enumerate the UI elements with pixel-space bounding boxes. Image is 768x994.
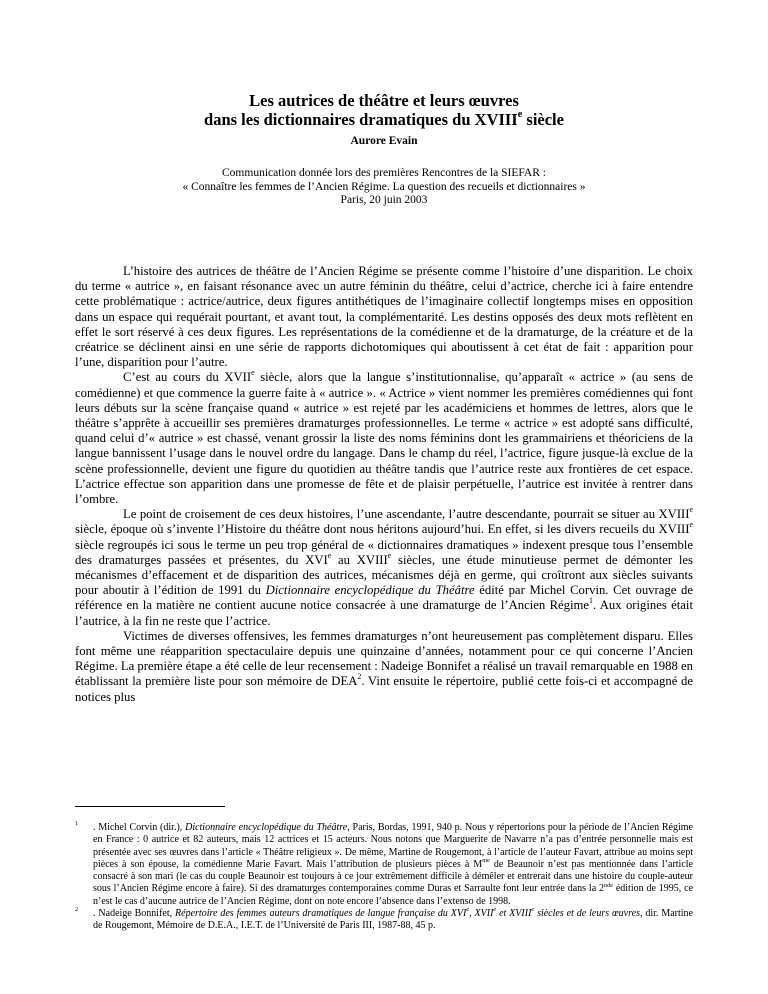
document-title bbox=[75, 91, 693, 129]
title-line-2-end: siècle bbox=[522, 110, 564, 129]
paragraph-1: L’histoire des autrices de théâtre de l’Ancien Régime se présente comme l’histoire d’une disparition. Le choix du terme « autrice », en faisant résonance avec un autre féminin du théâtre, celui d’actrice, cherche ici à faire entendre cette problématique : actrice/autrice, deux figures antithétiques de l’imaginaire collectif longtemps mises en opposition dans un espace qui requérait pourtant, et avant tout, la complémentarité. Les destins opposés des deux mots reflètent en effet le sort réservé à ces deux figures. Les représentations de la comédienne et de la dramaturge, de la créature et de la créatrice se déclinent ainsi en une série de rapports dichotomiques qui aboutissent à cet état de fait : apparition pour l’une, disparition pour l’autre. bbox=[75, 264, 693, 370]
superscript: e bbox=[466, 906, 470, 914]
communication-block bbox=[75, 167, 693, 208]
title-line-2-text: dans les dictionnaires dramatiques du XVIII bbox=[204, 110, 518, 129]
text-run: édité par Michel Corvin. Cet ouvrage de référence en la matière ne contient aucune notice consacrée à une dramaturge de l’Ancien Régime bbox=[75, 583, 693, 613]
text-run: Victimes de diverses offensives, les femmes dramaturges n’ont heureusement pas complètement disparu. Elles font même une réapparition spectaculaire depuis une quinzaine d’années, notamment pour ce qui concerne l’Ancien Régime. La première étape a été celle de leur recensement : Nadeige Bonnifet a réalisé un travail remarquable en 1988 en établissant la première liste pour son mémoire de DEA bbox=[75, 628, 693, 689]
title-superscript: e bbox=[517, 109, 523, 121]
text-run: . Michel Corvin (dir.), bbox=[93, 822, 186, 833]
text-run: siècles, une étude minutieuse permet de démonter les mécanismes d’effacement et de disparition des autrices, mécanismes déjà en germe, qui croîtront aux siècles suivants pour aboutir à l’édition de 1991 du bbox=[75, 552, 693, 598]
footnotes bbox=[75, 822, 693, 933]
footnote-1-number: 1 bbox=[75, 820, 79, 828]
communication-line-3: Paris, 20 juin 2003 bbox=[340, 194, 428, 206]
paragraph-2 bbox=[75, 370, 693, 507]
italic-title: Dictionnaire encyclopédique du Théâtre bbox=[265, 583, 475, 598]
italic-title bbox=[175, 908, 640, 919]
title-line-1: Les autrices de théâtre et leurs œuvres bbox=[249, 91, 519, 110]
text-run: siècle, époque où s’invente l’Histoire du théâtre dont nous héritons aujourd’hui. En effet, si les divers recueils du XVIII bbox=[75, 522, 690, 537]
footnote-number bbox=[75, 822, 78, 834]
text-run: . Nadeige Bonnifet, bbox=[93, 908, 176, 920]
italic-title: Dictionnaire encyclopédique du Théâtre bbox=[185, 822, 348, 833]
text-run: C’est au cours du XVII bbox=[123, 370, 252, 385]
superscript: nde bbox=[604, 881, 613, 889]
text-run: et XVIII bbox=[496, 908, 532, 920]
superscript: e bbox=[327, 550, 332, 560]
text-run: siècles et de leurs œuvres bbox=[534, 908, 640, 920]
text-run: , XVII bbox=[469, 908, 494, 920]
footnote-divider bbox=[75, 806, 225, 807]
superscript: e bbox=[387, 550, 392, 560]
title-line-2 bbox=[75, 110, 693, 129]
text-run: siècle regroupés ici sous le terme un peu trop général de « dictionnaires dramatiques » indexent presque tous l’ensemble des dramaturges passées et présentes, du XVI bbox=[75, 537, 693, 567]
footnote-ref-2[interactable]: 2 bbox=[357, 672, 362, 682]
author-name: Aurore Evain bbox=[350, 135, 418, 147]
paragraph-3 bbox=[75, 507, 693, 629]
text-run: . Vint ensuite le répertoire, publié cette fois-ci et accompagné de notices plus bbox=[75, 674, 693, 704]
superscript: me bbox=[482, 856, 490, 864]
superscript: e bbox=[531, 906, 535, 914]
footnote-ref-1[interactable]: 1 bbox=[589, 596, 593, 606]
footnote-number bbox=[75, 908, 78, 920]
text-run: , dir. Martine de Rougemont, Mémoire de D.E.A., I.E.T. de l’Université de Paris III, 1987-88, 45 p. bbox=[93, 908, 693, 932]
body-text bbox=[75, 264, 693, 705]
footnote-2-number: 2 bbox=[75, 906, 79, 914]
footnote-1 bbox=[75, 822, 693, 908]
text-run: Répertoire des femmes auteurs dramatiques de langue française du XVI bbox=[175, 908, 467, 920]
superscript: e bbox=[689, 520, 693, 530]
text-run: Le point de croisement de ces deux histoires, l’une ascendante, l’autre descendante, pourrait se situer au XVIII bbox=[123, 507, 690, 522]
text-run: . Aux origines était l’autrice, à la fin ne reste que l’actrice. bbox=[75, 598, 693, 628]
superscript: e bbox=[493, 906, 497, 914]
text-run: édition de 1995, ce n’est le cas d’aucune autrice de l’Ancien Régime, dont on note encore l’absence dans l’extenso de 1998. bbox=[93, 883, 694, 907]
text-run: au XVIII bbox=[331, 552, 388, 567]
communication-line-2: « Connaître les femmes de l’Ancien Régime. La question des recueils et dictionnaires » bbox=[182, 180, 586, 193]
paragraph-4 bbox=[75, 629, 693, 705]
text-run: , Paris, Bordas, 1991, 940 p. Nous y répertorions pour la période de l’Ancien Régime en France : 0 autrice et 82 auteurs, mais 12 actrices et 15 acteurs. Nous notons que Marguerite de Navarre n’a pas d’entrée personnelle mais est présentée avec ses œuvres dans l’article « Théâtre religieux ». De même, Martine de Rougemont, à l’article de l’auteur Favart, attribue au moins sept pièces à son épouse, la comédienne Marie Favart. Mais l’attribution de plusieurs pièces à M bbox=[93, 822, 693, 870]
communication-line-1: Communication donnée lors des premières Rencontres de la SIEFAR : bbox=[222, 167, 546, 179]
superscript: e bbox=[689, 505, 693, 515]
superscript: e bbox=[251, 368, 255, 378]
text-run: de Beaunoir n’est pas mentionnée dans l’article consacré à son mari (le cas du couple Beaunoir est toujours à ce jour extrêmement difficile à démêler et entrerait dans une histoire du couple-auteur sous l’Ancien Régime encore à faire). Si des dramaturges contemporaines comme Duras et Sarraulte font leur entrée dans la 2 bbox=[93, 858, 693, 895]
footnote-2 bbox=[75, 908, 693, 933]
text-run: siècle, alors que la langue s’institutionnalise, qu’apparaît « actrice » (au sens de comédienne) et que commence la guerre faite à « autrice ». « Actrice » vient nommer les premières comédiennes qui font leurs débuts sur la scène française quand « autrice » est rejeté par les académiciens et hommes de lettres, alors que le théâtre s’apprête à accueillir ses premières dramaturges professionnelles. Le terme « actrice » est adopté sans difficulté, quand celui d’« autrice » est chassé, venant grossir la liste des noms féminins dont les grammairiens et théoriciens de la langue bannissent l’usage dans le nouvel ordre du langage. Dans le champ du réel, l’actrice, figure jusque-là exclue de la scène professionnelle, devient une figure du quotidien au théâtre tandis que l’autrice reste aux frontières de cet espace. L’actrice effectue son apparition dans une promesse de fête et de plaisir perpétuelle, l’autrice est invitée à rentrer dans l’ombre. bbox=[75, 370, 694, 507]
